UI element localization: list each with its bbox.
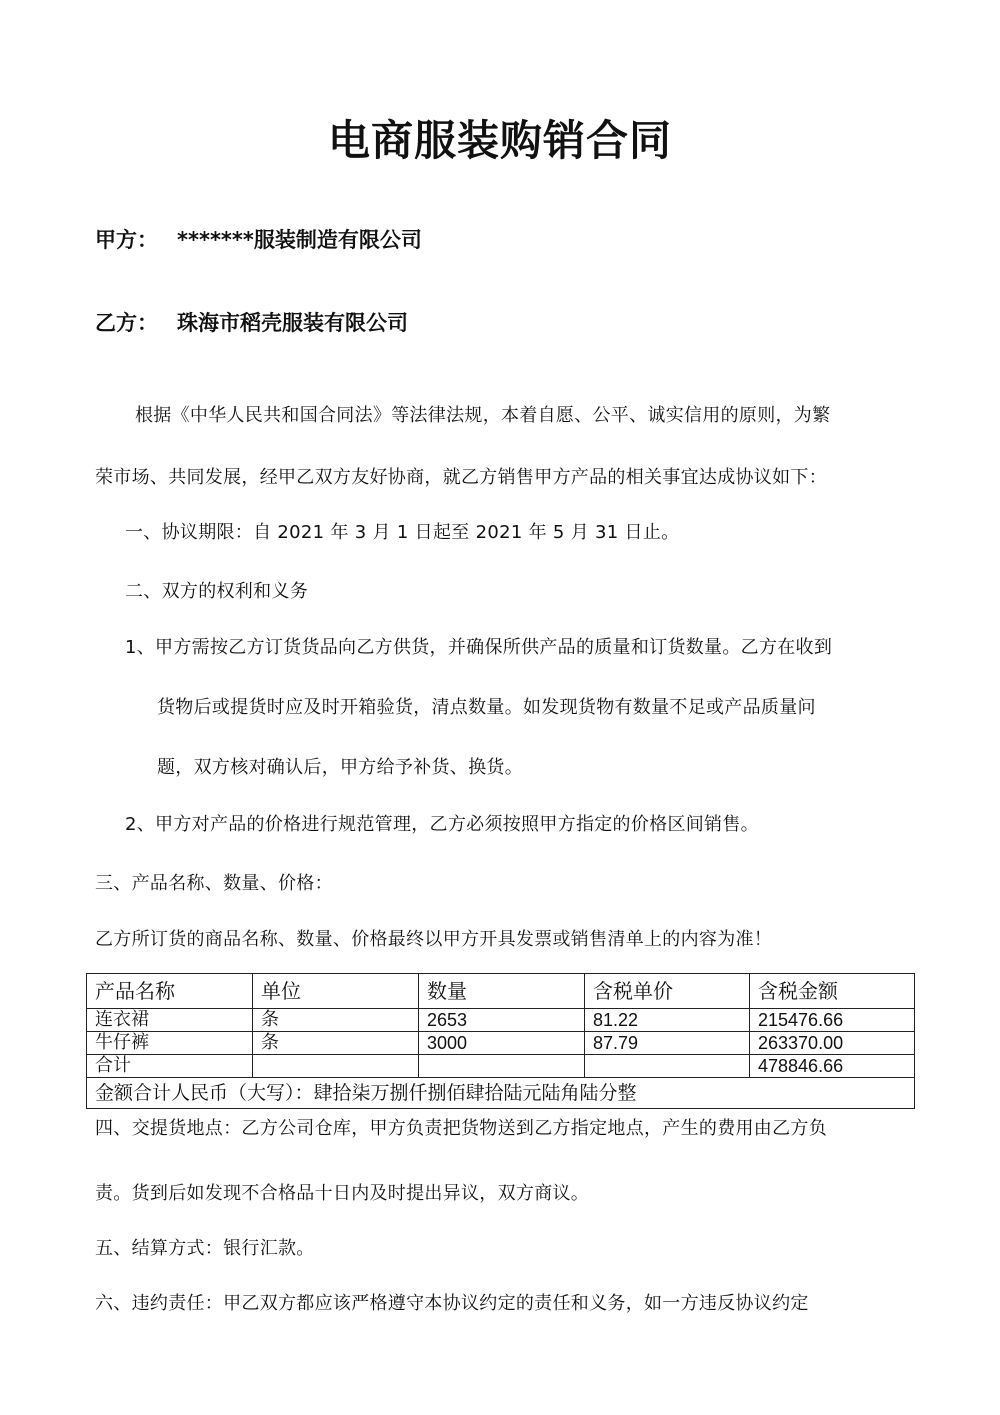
- table-total-words-row: [87, 1078, 915, 1109]
- clause-4-line-1: 四、交提货地点：乙方公司仓库，甲方负责把货物送到乙方指定地点，产生的费用由乙方负: [95, 1118, 827, 1139]
- party-b: [95, 307, 408, 337]
- party-a-label: 甲方：: [95, 228, 158, 252]
- clause-1: 一、协议期限：自 2021 年 3 月 1 日起至 2021 年 5 月 31 日止。: [125, 522, 680, 543]
- intro-line-2: 荣市场、共同发展，经甲乙双方友好协商，就乙方销售甲方产品的相关事宜达成协议如下：: [95, 467, 827, 488]
- document-title: 电商服装购销合同: [327, 116, 672, 165]
- quantity-cell: 3000: [419, 1032, 585, 1055]
- amount-cell: 215476.66: [750, 1009, 915, 1032]
- clause-2-1-line-3: 题，双方核对确认后，甲方给予补货、换货。: [157, 757, 523, 778]
- header-cell: 单位: [253, 974, 419, 1009]
- table-row: [87, 1032, 915, 1055]
- header-cell: 数量: [419, 974, 585, 1009]
- intro-line-1: 根据《中华人民共和国合同法》等法律法规，本着自愿、公平、诚实信用的原则，为繁: [135, 405, 831, 426]
- table-total-row: [87, 1055, 915, 1078]
- total-amount-cell: 478846.66: [750, 1055, 915, 1078]
- amount-cell: 263370.00: [750, 1032, 915, 1055]
- party-a-value: *******服装制造有限公司: [177, 228, 422, 252]
- unit-price-cell: 87.79: [585, 1032, 750, 1055]
- header-cell: 含税金额: [750, 974, 915, 1009]
- quantity-cell: 2653: [419, 1009, 585, 1032]
- product-name-cell: 牛仔裤: [87, 1032, 253, 1055]
- header-cell: 含税单价: [585, 974, 750, 1009]
- clause-2-2: 2、甲方对产品的价格进行规范管理，乙方必须按照甲方指定的价格区间销售。: [125, 814, 759, 835]
- product-name-cell: 连衣裙: [87, 1009, 253, 1032]
- goods-table: [86, 973, 915, 1109]
- header-cell: 产品名称: [87, 974, 253, 1009]
- clause-2-1-line-1: 1、甲方需按乙方订货货品向乙方供货，并确保所供产品的质量和订货数量。乙方在收到: [125, 637, 833, 658]
- clause-5: 五、结算方式：银行汇款。: [95, 1238, 315, 1259]
- table-header-row: [87, 974, 915, 1009]
- unit-price-cell: 81.22: [585, 1009, 750, 1032]
- empty-cell: [585, 1055, 750, 1078]
- party-b-label: 乙方：: [95, 311, 158, 335]
- unit-cell: 条: [253, 1009, 419, 1032]
- total-label-cell: 合计: [87, 1055, 253, 1078]
- clause-2-1-line-2: 货物后或提货时应及时开箱验货，清点数量。如发现货物有数量不足或产品质量问: [157, 697, 816, 718]
- table-row: [87, 1009, 915, 1032]
- empty-cell: [253, 1055, 419, 1078]
- clause-4-line-2: 责。货到后如发现不合格品十日内及时提出异议，双方商议。: [95, 1183, 590, 1204]
- party-b-value: 珠海市稻壳服装有限公司: [177, 311, 408, 335]
- party-a: [95, 224, 422, 254]
- empty-cell: [419, 1055, 585, 1078]
- unit-cell: 条: [253, 1032, 419, 1055]
- total-words-cell: 金额合计人民币（大写）：肆拾柒万捌仟捌佰肆拾陆元陆角陆分整: [87, 1078, 915, 1109]
- clause-2: 二、双方的权利和义务: [125, 581, 308, 602]
- clause-3-note: 乙方所订货的商品名称、数量、价格最终以甲方开具发票或销售清单上的内容为准！: [95, 929, 773, 950]
- clause-3: 三、产品名称、数量、价格：: [95, 873, 333, 894]
- clause-6-line-1: 六、违约责任：甲乙双方都应该严格遵守本协议约定的责任和义务，如一方违反协议约定: [95, 1293, 809, 1314]
